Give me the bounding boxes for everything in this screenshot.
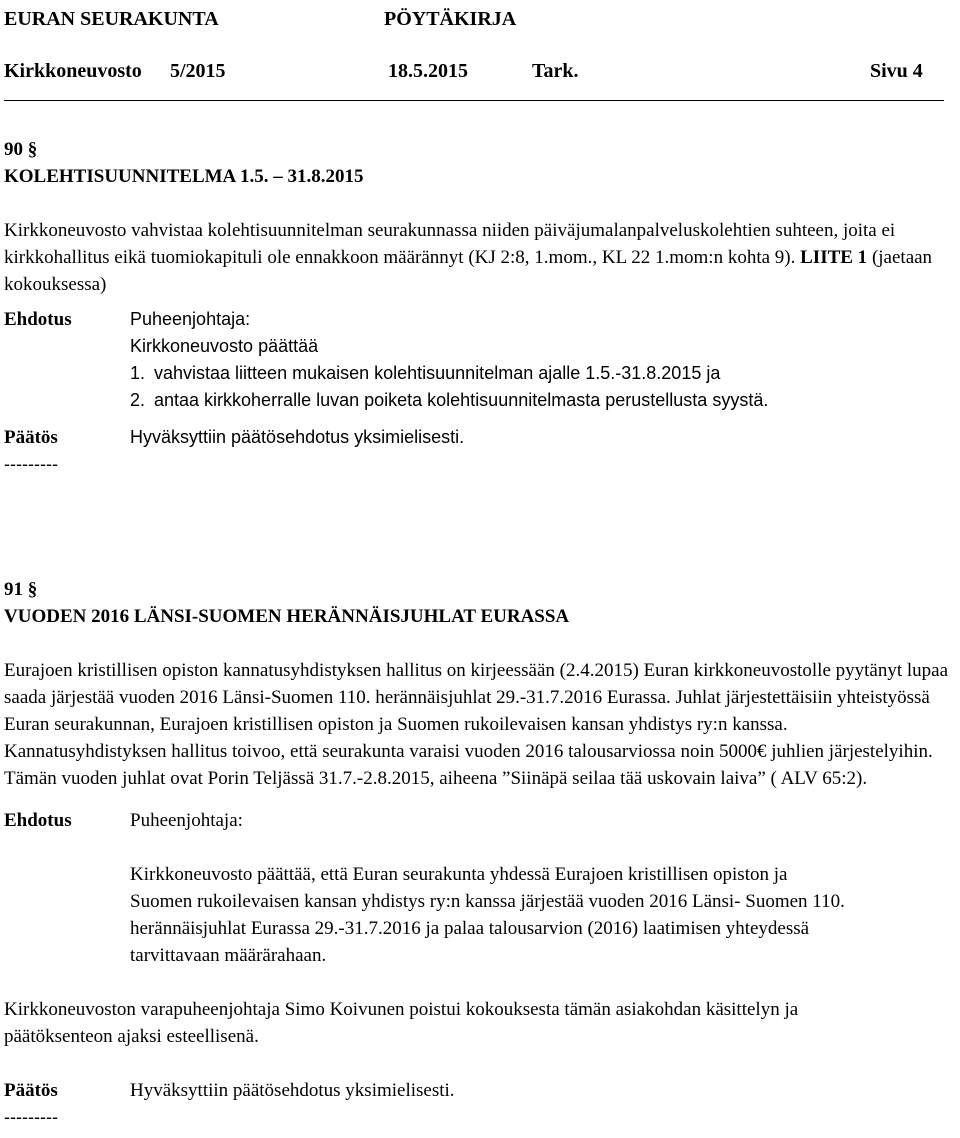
check-label: Tark. bbox=[532, 60, 579, 82]
header-top bbox=[4, 6, 517, 33]
paragraph-symbol: § bbox=[27, 139, 38, 160]
section-separator: --------- bbox=[4, 454, 58, 474]
attachment-note: (jaetaan kokouksessa) bbox=[4, 247, 933, 295]
section-intro: Kirkkoneuvosto vahvistaa kolehtisuunnitelman seurakunnassa niiden päiväjumalanpalveluskolehtien suhteen, joita ei kirkkohallitus eikä tuomiokapituli ole ennakkoon määrännyt (KJ 2:8, 1.mom., KL 22 1.mom:n kohta 9). LIITE 1 (jaetaan kokouksessa) bbox=[4, 220, 933, 295]
decision-text: Hyväksyttiin päätösehdotus yksimielisesti. bbox=[130, 1080, 455, 1101]
proposal-label: Ehdotus bbox=[4, 309, 72, 330]
section-number: 91 bbox=[4, 579, 23, 600]
meeting-date: 18.5.2015 bbox=[388, 60, 468, 82]
proposal-content bbox=[130, 807, 954, 969]
section-title: VUODEN 2016 LÄNSI-SUOMEN HERÄNNÄISJUHLAT EURASSA bbox=[4, 606, 570, 627]
proposal-content bbox=[130, 306, 954, 414]
section-title: KOLEHTISUUNNITELMA 1.5. – 31.8.2015 bbox=[4, 166, 364, 187]
org-name: EURAN SEURAKUNTA bbox=[4, 8, 219, 30]
recusal-note: Kirkkoneuvoston varapuheenjohtaja Simo Koivunen poistui kokouksesta tämän asiakohdan käsittelyn ja päätöksenteon ajaksi esteellisenä. bbox=[4, 999, 799, 1047]
list-item: 2. antaa kirkkoherralle luvan poiketa kolehtisuunnitelmasta perustellusta syystä. bbox=[150, 387, 954, 414]
header-meta bbox=[4, 58, 944, 86]
section-body: Eurajoen kristillisen opiston kannatusyhdistyksen hallitus on kirjeessään (2.4.2015) Euran kirkkoneuvostolle pyytänyt lupaa saada järjestää vuoden 2016 Länsi-Suomen 110. herännäisjuhlat 29.-31.7.2016 Eurassa. Juhlat järjestettäisiin yhteistyössä Euran seurakunnan, Eurajoen kristillisen opiston ja Suomen rukoilevaisen kansan yhdistys ry:n kanssa. Kannatusyhdistyksen hallitus toivoo, että seurakunta varaisi vuoden 2016 talousarviossa noin 5000€ juhlien järjestelyihin. Tämän vuoden juhlat ovat Porin Teljässä 31.7.-2.8.2015, aiheena ”Siinäpä seilaa tää uskovain laiva” ( ALV 65:2). bbox=[4, 660, 949, 789]
header-rule bbox=[4, 100, 944, 101]
decision-label: Päätös bbox=[4, 427, 58, 448]
document-type: PÖYTÄKIRJA bbox=[384, 8, 517, 30]
proposal-label: Ehdotus bbox=[4, 810, 72, 831]
section-91 bbox=[4, 576, 954, 1131]
proposal-text: Kirkkoneuvosto päättää, että Euran seurakunta yhdessä Eurajoen kristillisen opiston ja Suomen rukoilevaisen kansan yhdistys ry:n kanssa järjestää vuoden 2016 Länsi- Suomen 110. herännäisjuhlat Eurassa 29.-31.7.2016 ja palaa talousarvion (2016) laatimisen yhteydessä tarvittavaan määrärahaan. bbox=[130, 864, 845, 966]
meeting-body: Kirkkoneuvosto bbox=[4, 60, 142, 82]
session-number: 5/2015 bbox=[170, 60, 226, 82]
attachment-ref: LIITE 1 bbox=[800, 247, 868, 268]
decision-block bbox=[4, 1077, 954, 1104]
paragraph-symbol: § bbox=[27, 579, 38, 600]
page-number: Sivu 4 bbox=[870, 60, 923, 82]
list-item: 1. vahvistaa liitteen mukaisen kolehtisuunnitelman ajalle 1.5.-31.8.2015 ja bbox=[150, 360, 954, 387]
chair-label: Puheenjohtaja: bbox=[130, 309, 251, 329]
chair-label: Puheenjohtaja: bbox=[130, 810, 243, 831]
decision-block bbox=[4, 424, 954, 451]
section-heading-number bbox=[4, 576, 954, 603]
proposal-block bbox=[4, 306, 954, 414]
decision-items bbox=[130, 360, 954, 414]
section-number: 90 bbox=[4, 139, 23, 160]
decision-text: Hyväksyttiin päätösehdotus yksimielisesti. bbox=[130, 427, 465, 447]
section-separator: --------- bbox=[4, 1107, 58, 1127]
section-heading-number bbox=[4, 136, 954, 163]
board-decides: Kirkkoneuvosto päättää bbox=[130, 336, 319, 356]
section-90 bbox=[4, 136, 954, 478]
proposal-block bbox=[4, 807, 954, 969]
decision-label: Päätös bbox=[4, 1080, 58, 1101]
